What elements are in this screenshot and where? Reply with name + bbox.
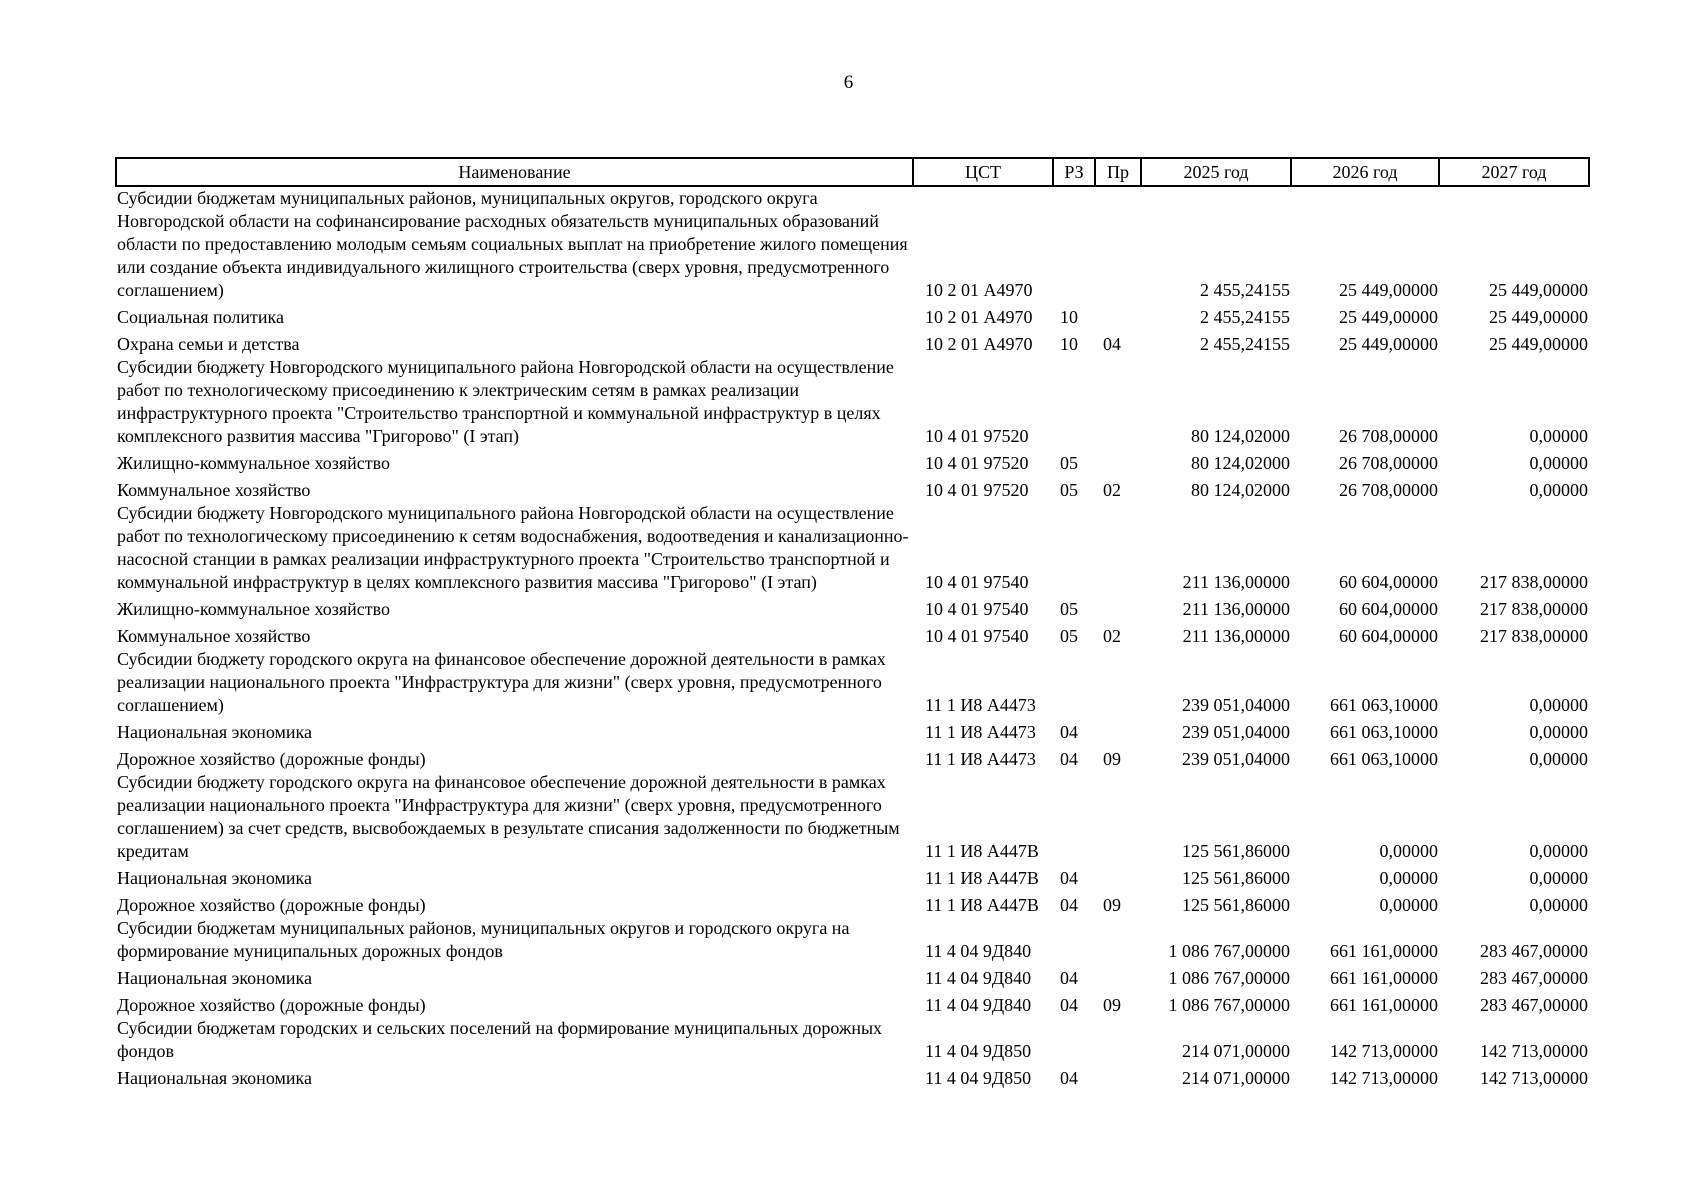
row-2025: 80 124,02000 [1191, 453, 1290, 473]
row-rz: 04 [1060, 1068, 1078, 1088]
row-name: Национальная экономика [117, 1068, 312, 1088]
row-2025: 125 561,86000 [1182, 841, 1290, 861]
row-2026: 661 063,10000 [1330, 722, 1438, 742]
row-name: Коммунальное хозяйство [117, 480, 311, 500]
row-2026: 661 161,00000 [1330, 968, 1438, 988]
row-2025: 211 136,00000 [1182, 626, 1290, 646]
row-pr: 02 [1103, 480, 1121, 500]
row-2027: 142 713,00000 [1480, 1068, 1588, 1088]
row-2026: 661 063,10000 [1330, 695, 1438, 715]
row-cst: 10 4 01 97540 [925, 599, 1029, 619]
row-2026: 0,00000 [1379, 868, 1438, 888]
row-name: Субсидии бюджету городского округа на финансовое обеспечение дорожной деятельности в рамках реализации национального проекта "Инфраструктура для жизни" (сверх уровня, предусмотренного соглашением) [117, 649, 886, 715]
table-row [116, 448, 1589, 475]
table-row [116, 863, 1589, 890]
row-name: Социальная политика [117, 307, 284, 327]
row-pr [1095, 186, 1141, 302]
row-2027: 217 838,00000 [1480, 572, 1588, 592]
row-2027: 0,00000 [1529, 841, 1588, 861]
row-cst: 10 4 01 97520 [925, 426, 1029, 446]
row-rz: 10 [1060, 334, 1078, 354]
row-rz: 04 [1060, 968, 1078, 988]
row-rz: 05 [1060, 480, 1078, 500]
row-2025: 239 051,04000 [1182, 695, 1290, 715]
row-rz: 05 [1060, 453, 1078, 473]
row-rz: 04 [1060, 722, 1078, 742]
table-row [116, 302, 1589, 329]
row-2025: 2 455,24155 [1200, 334, 1290, 354]
row-cst: 11 1 И8 А447В [925, 868, 1039, 888]
row-2025: 214 071,00000 [1182, 1041, 1290, 1061]
row-cst: 10 4 01 97540 [925, 572, 1029, 592]
row-cst: 10 4 01 97540 [925, 626, 1029, 646]
row-rz: 04 [1060, 749, 1078, 769]
row-cst: 11 4 04 9Д840 [925, 995, 1032, 1015]
row-2027: 0,00000 [1529, 480, 1588, 500]
row-cst: 11 4 04 9Д840 [925, 941, 1032, 961]
row-pr: 02 [1103, 626, 1121, 646]
row-cst: 10 2 01 А4970 [925, 307, 1033, 327]
row-name: Жилищно-коммунальное хозяйство [117, 453, 391, 473]
row-2026: 25 449,00000 [1339, 334, 1438, 354]
row-cst: 11 1 И8 А4473 [925, 695, 1036, 715]
row-2025: 211 136,00000 [1182, 572, 1290, 592]
row-2026: 25 449,00000 [1339, 307, 1438, 327]
row-cst: 10 4 01 97520 [925, 480, 1029, 500]
header-2027: 2027 год [1439, 158, 1589, 186]
row-rz [1053, 186, 1095, 302]
row-rz: 05 [1060, 626, 1078, 646]
row-pr [1095, 448, 1141, 475]
table-row [116, 648, 1589, 717]
table-row [116, 1017, 1589, 1063]
row-rz: 04 [1060, 995, 1078, 1015]
row-2027: 0,00000 [1529, 749, 1588, 769]
table-row [116, 329, 1589, 356]
row-2027: 283 467,00000 [1480, 995, 1588, 1015]
table-row [116, 990, 1589, 1017]
row-2026: 661 161,00000 [1330, 995, 1438, 1015]
row-2026: 0,00000 [1379, 895, 1438, 915]
budget-table [115, 157, 1590, 1090]
row-2027: 0,00000 [1529, 695, 1588, 715]
row-2025: 214 071,00000 [1182, 1068, 1290, 1088]
row-name: Субсидии бюджету Новгородского муниципального района Новгородской области на осуществление работ по технологическому присоединению к электрическим сетям в рамках реализации инфраструктурного проекта "Строительство транспортной и коммунальной инфраструктур в целях комплексного развития массива "Григорово" (I этап) [117, 357, 894, 446]
table-row [116, 1063, 1589, 1090]
table-row [116, 771, 1589, 863]
row-pr [1095, 356, 1141, 448]
row-2026: 661 161,00000 [1330, 941, 1438, 961]
row-2027: 217 838,00000 [1480, 626, 1588, 646]
row-2026: 661 063,10000 [1330, 749, 1438, 769]
row-name: Субсидии бюджету Новгородского муниципального района Новгородской области на осуществление работ по технологическому присоединению к сетям водоснабжения, водоотведения и канализационно-насосной станции в рамках реализации инфраструктурного проекта "Строительство транспортной и коммунальной инфраструктур в целях комплексного развития массива "Григорово" (I этап) [117, 503, 909, 592]
row-pr [1095, 594, 1141, 621]
row-2026: 60 604,00000 [1339, 599, 1438, 619]
row-2025: 2 455,24155 [1200, 307, 1290, 327]
row-pr: 09 [1103, 895, 1121, 915]
row-2025: 239 051,04000 [1182, 749, 1290, 769]
row-name: Субсидии бюджетам городских и сельских поселений на формирование муниципальных дорожных фондов [117, 1018, 883, 1061]
table-header-row [116, 158, 1589, 186]
row-cst: 10 2 01 А4970 [925, 280, 1033, 300]
row-pr [1095, 917, 1141, 963]
table-row [116, 717, 1589, 744]
row-name: Дорожное хозяйство (дорожные фонды) [117, 895, 426, 915]
row-rz: 04 [1060, 868, 1078, 888]
row-rz: 04 [1060, 895, 1078, 915]
table-row [116, 621, 1589, 648]
row-pr [1095, 502, 1141, 594]
row-2025: 125 561,86000 [1182, 895, 1290, 915]
row-name: Жилищно-коммунальное хозяйство [117, 599, 391, 619]
row-pr [1095, 648, 1141, 717]
row-2027: 0,00000 [1529, 426, 1588, 446]
row-pr [1095, 1017, 1141, 1063]
row-2027: 217 838,00000 [1480, 599, 1588, 619]
row-name: Дорожное хозяйство (дорожные фонды) [117, 995, 426, 1015]
row-2025: 1 086 767,00000 [1168, 968, 1290, 988]
header-2025: 2025 год [1141, 158, 1291, 186]
row-2026: 26 708,00000 [1339, 480, 1438, 500]
row-rz: 05 [1060, 599, 1078, 619]
row-pr [1095, 771, 1141, 863]
row-cst: 11 1 И8 А447В [925, 895, 1039, 915]
header-cst: ЦСТ [913, 158, 1053, 186]
page-number: 6 [843, 72, 854, 93]
row-pr: 04 [1103, 334, 1121, 354]
row-cst: 10 2 01 А4970 [925, 334, 1033, 354]
row-rz [1053, 917, 1095, 963]
table-row [116, 502, 1589, 594]
row-2026: 60 604,00000 [1339, 626, 1438, 646]
row-pr: 09 [1103, 995, 1121, 1015]
row-2026: 26 708,00000 [1339, 453, 1438, 473]
row-2025: 1 086 767,00000 [1168, 995, 1290, 1015]
table-row [116, 594, 1589, 621]
row-2025: 211 136,00000 [1182, 599, 1290, 619]
row-2025: 1 086 767,00000 [1168, 941, 1290, 961]
row-pr [1095, 963, 1141, 990]
row-2026: 142 713,00000 [1330, 1068, 1438, 1088]
table-row [116, 475, 1589, 502]
row-2027: 25 449,00000 [1489, 307, 1588, 327]
row-2027: 0,00000 [1529, 868, 1588, 888]
table-row [116, 744, 1589, 771]
row-name: Охрана семьи и детства [117, 334, 300, 354]
row-2027: 0,00000 [1529, 895, 1588, 915]
row-rz [1053, 502, 1095, 594]
header-rz: РЗ [1053, 158, 1095, 186]
row-2025: 2 455,24155 [1200, 280, 1290, 300]
row-2025: 239 051,04000 [1182, 722, 1290, 742]
row-pr [1095, 717, 1141, 744]
row-2026: 25 449,00000 [1339, 280, 1438, 300]
row-cst: 11 4 04 9Д850 [925, 1041, 1032, 1061]
table-row [116, 963, 1589, 990]
row-2026: 142 713,00000 [1330, 1041, 1438, 1061]
row-pr [1095, 302, 1141, 329]
row-cst: 11 1 И8 А4473 [925, 722, 1036, 742]
table-row [116, 186, 1589, 302]
row-cst: 11 1 И8 А4473 [925, 749, 1036, 769]
row-cst: 10 4 01 97520 [925, 453, 1029, 473]
row-2025: 80 124,02000 [1191, 480, 1290, 500]
row-pr [1095, 863, 1141, 890]
row-name: Субсидии бюджету городского округа на финансовое обеспечение дорожной деятельности в рамках реализации национального проекта "Инфраструктура для жизни" (сверх уровня, предусмотренного соглашением) за счет средств, высвобождаемых в результате списания задолженности по бюджетным кредитам [117, 772, 900, 861]
header-2026: 2026 год [1291, 158, 1439, 186]
row-2027: 25 449,00000 [1489, 334, 1588, 354]
row-2026: 60 604,00000 [1339, 572, 1438, 592]
row-rz: 10 [1060, 307, 1078, 327]
row-name: Дорожное хозяйство (дорожные фонды) [117, 749, 426, 769]
row-cst: 11 1 И8 А447В [925, 841, 1039, 861]
header-name: Наименование [116, 158, 913, 186]
row-cst: 11 4 04 9Д840 [925, 968, 1032, 988]
row-2027: 0,00000 [1529, 722, 1588, 742]
row-2027: 283 467,00000 [1480, 941, 1588, 961]
row-2026: 26 708,00000 [1339, 426, 1438, 446]
row-rz [1053, 771, 1095, 863]
row-name: Субсидии бюджетам муниципальных районов, муниципальных округов и городского округа на формирование муниципальных дорожных фондов [117, 918, 850, 961]
row-name: Национальная экономика [117, 968, 312, 988]
row-name: Коммунальное хозяйство [117, 626, 311, 646]
row-rz [1053, 648, 1095, 717]
row-2025: 125 561,86000 [1182, 868, 1290, 888]
row-2027: 283 467,00000 [1480, 968, 1588, 988]
row-pr: 09 [1103, 749, 1121, 769]
row-rz [1053, 1017, 1095, 1063]
row-2027: 0,00000 [1529, 453, 1588, 473]
row-rz [1053, 356, 1095, 448]
table-row [116, 890, 1589, 917]
row-2025: 80 124,02000 [1191, 426, 1290, 446]
table-row [116, 917, 1589, 963]
row-cst: 11 4 04 9Д850 [925, 1068, 1032, 1088]
header-pr: Пр [1095, 158, 1141, 186]
row-name: Субсидии бюджетам муниципальных районов, муниципальных округов, городского округа Новгородской области на софинансирование расходных обязательств муниципальных образований области по предоставлению молодым семьям социальных выплат на приобретение жилого помещения или создание объекта индивидуального жилищного строительства (сверх уровня, предусмотренного соглашением) [117, 188, 908, 300]
row-name: Национальная экономика [117, 722, 312, 742]
row-2027: 142 713,00000 [1480, 1041, 1588, 1061]
row-2027: 25 449,00000 [1489, 280, 1588, 300]
row-2026: 0,00000 [1379, 841, 1438, 861]
row-pr [1095, 1063, 1141, 1090]
table-row [116, 356, 1589, 448]
row-name: Национальная экономика [117, 868, 312, 888]
